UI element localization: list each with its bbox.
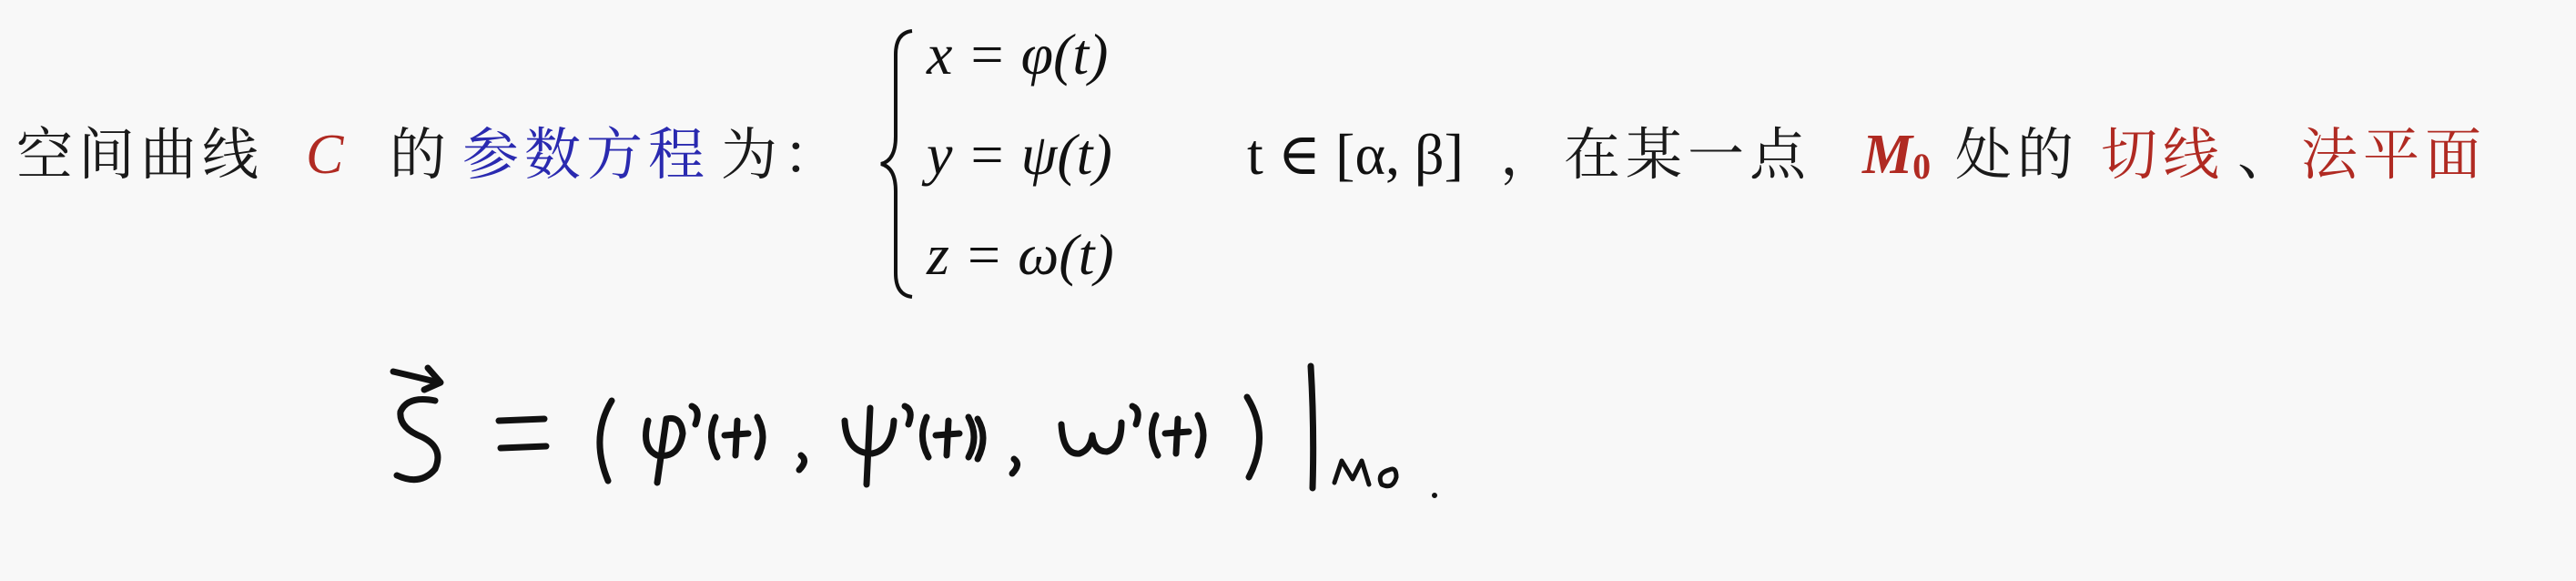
text-tangent-line: 切线 xyxy=(2101,121,2226,188)
handwritten-omega xyxy=(1061,423,1121,454)
handwritten-s xyxy=(397,400,438,480)
handwritten-open-paren xyxy=(600,401,612,481)
equation-y: y = ψ(t) xyxy=(927,122,1112,187)
handwritten-close-paren xyxy=(1247,397,1260,477)
text-comma: ， xyxy=(1500,121,1563,188)
handwritten-evaluation-bar xyxy=(1311,366,1313,488)
handwritten-equals xyxy=(499,419,544,421)
equation-z: z = ω(t) xyxy=(927,222,1114,287)
text-space-curve: 空间曲线 xyxy=(16,121,265,188)
text-chu-de: 处的 xyxy=(1955,121,2080,188)
text-separator: 、 xyxy=(2237,121,2300,188)
text-wei: 为： xyxy=(721,121,846,188)
handwritten-phi xyxy=(646,418,683,483)
parameter-range: t ∈ [α, β] xyxy=(1247,122,1464,187)
point-subscript: 0 xyxy=(1912,146,1932,187)
equation-x: x = φ(t) xyxy=(927,22,1109,87)
text-normal-plane: 法平面 xyxy=(2301,121,2488,188)
text-parametric-equation: 参数方程 xyxy=(462,121,711,188)
curve-symbol: C xyxy=(306,124,344,186)
text-de: 的 xyxy=(390,121,452,188)
text-at-a-point: 在某一点 xyxy=(1564,121,1812,188)
point-letter: M xyxy=(1862,124,1913,186)
handwritten-m0 xyxy=(1334,461,1369,484)
